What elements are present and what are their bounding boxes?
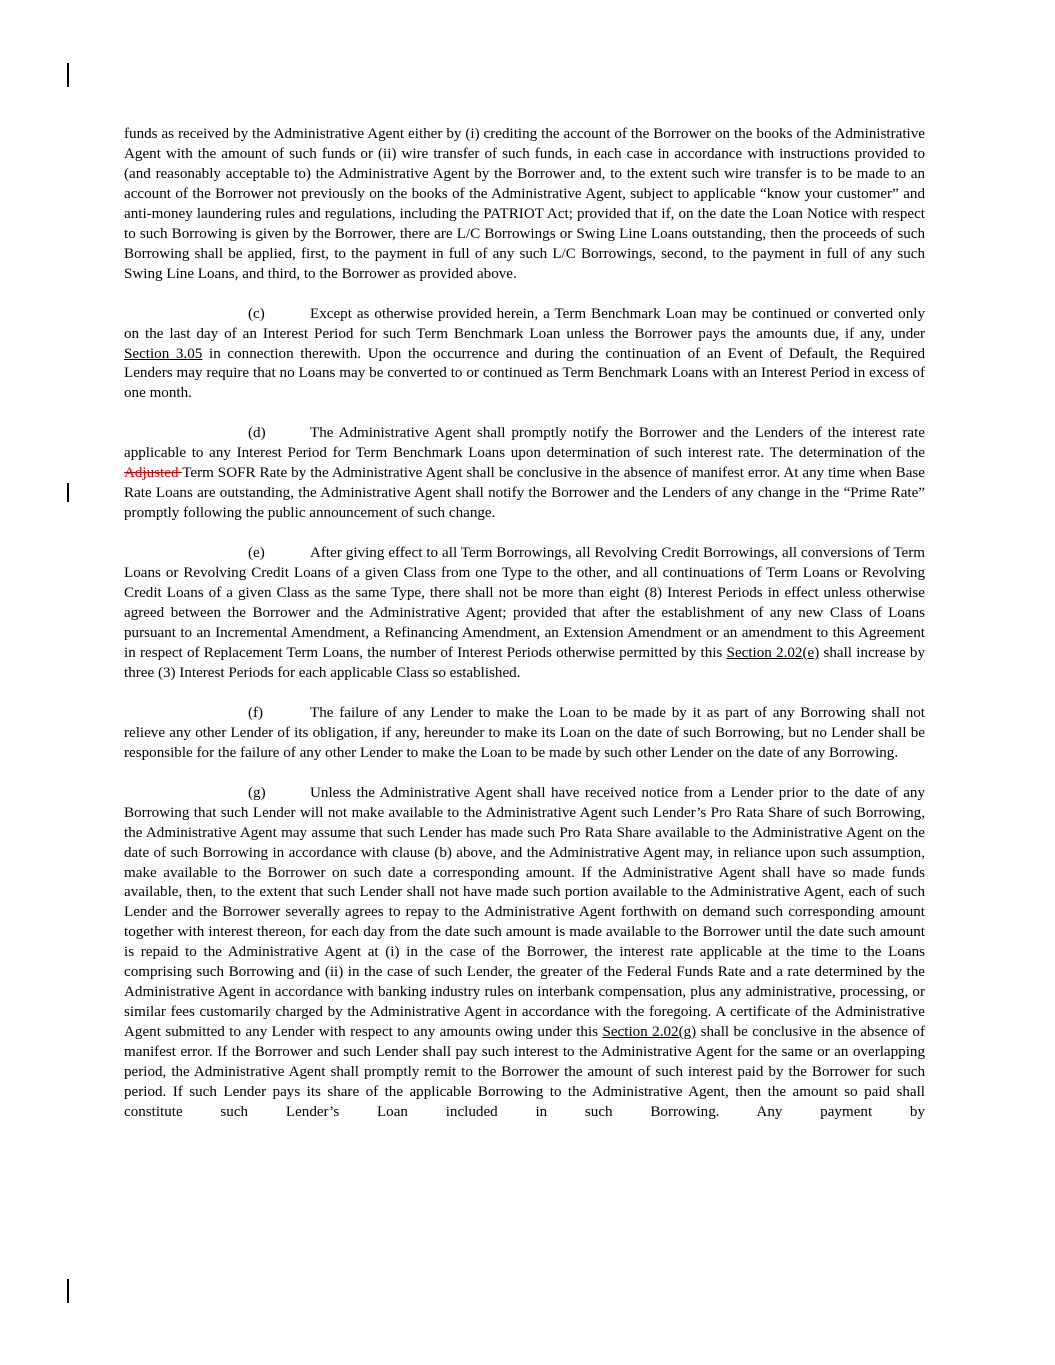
section-2-02-e-reference: Section 2.02(e) bbox=[726, 644, 820, 661]
paragraph-e-text-1: After giving effect to all Term Borrowings, all Revolving Credit Borrowings, all conversions of Term Loans or Revolving Credit Loans of a given Class from one Type to the other, and all continuations of Term Loans or Revolving Credit Loans of a given Class as the same Type, there shall not be more than eight (8) Interest Periods in effect unless otherwise agreed between the Borrower and the Administrative Agent; provided that after the establishment of any new Class of Loans pursuant to an Incremental Amendment, a Refinancing Amendment, an Extension Amendment or an amendment to this Agreement in respect of Replacement Term Loans, the number of Interest Periods otherwise permitted by this bbox=[124, 545, 925, 661]
paragraph-e-label: (e) bbox=[248, 545, 265, 562]
paragraph-c bbox=[124, 305, 925, 405]
paragraph-c-text-2: in connection therewith. Upon the occurrence and during the continuation of an Event of Default, the Required Lenders may require that no Loans may be converted to or continued as Term Benchmark Loans with an Interest Period in excess of one month. bbox=[124, 345, 925, 402]
section-2-02-g-reference: Section 2.02(g) bbox=[602, 1024, 697, 1041]
change-bar-top bbox=[67, 63, 69, 87]
paragraph-g-text-2: shall be conclusive in the absence of manifest error. If the Borrower and such Lender shall pay such interest to the Administrative Agent for the same or an overlapping period, the Administrative Agent shall promptly remit to the Borrower the amount of such interest paid by the Borrower for such period. If such Lender pays its share of the applicable Borrowing to the Administrative Agent, then the amount so paid shall constitute such Lender’s Loan included in such Borrowing. Any payment by bbox=[124, 1024, 925, 1120]
paragraph-intro-text: funds as received by the Administrative Agent either by (i) crediting the account of the Borrower on the books of the Administrative Agent with the amount of such funds or (ii) wire transfer of such funds, in each case in accordance with instructions provided to (and reasonably acceptable to) the Administrative Agent by the Borrower and, to the extent such wire transfer is to be made to an account of the Borrower not previously on the books of the Administrative Agent, subject to applicable “know your customer” and anti-money laundering rules and regulations, including the PATRIOT Act; provided that if, on the date the Loan Notice with respect to such Borrowing is given by the Borrower, there are L/C Borrowings or Swing Line Loans outstanding, then the proceeds of such Borrowing shall be applied, first, to the payment in full of any such L/C Borrowings, second, to the payment in full of any such Swing Line Loans, and third, to the Borrower as provided above. bbox=[124, 126, 925, 282]
change-bar-middle bbox=[67, 483, 69, 502]
paragraph-g-label: (g) bbox=[248, 784, 266, 801]
section-3-05-reference: Section 3.05 bbox=[124, 345, 203, 362]
paragraph-intro bbox=[124, 125, 925, 285]
paragraph-d-label: (d) bbox=[248, 425, 266, 442]
change-bar-bottom bbox=[67, 1279, 69, 1303]
paragraph-c-label: (c) bbox=[248, 305, 265, 322]
paragraph-f-text: The failure of any Lender to make the Loan to be made by it as part of any Borrowing shall not relieve any other Lender of its obligation, if any, hereunder to make its Loan on the date of such Borrowing, but no Lender shall be responsible for the failure of any other Lender to make the Loan to be made by such other Lender on the date of any Borrowing. bbox=[124, 704, 925, 761]
paragraph-c-text-1: Except as otherwise provided herein, a Term Benchmark Loan may be continued or converted only on the last day of an Interest Period for such Term Benchmark Loan unless the Borrower pays the amounts due, if any, under bbox=[124, 305, 925, 342]
paragraph-d-text-2: Term SOFR Rate by the Administrative Agent shall be conclusive in the absence of manifest error. At any time when Base Rate Loans are outstanding, the Administrative Agent shall notify the Borrower and the Lenders of any change in the “Prime Rate” promptly following the public announcement of such change. bbox=[124, 465, 925, 522]
paragraph-e bbox=[124, 544, 925, 684]
paragraph-d-text-1: The Administrative Agent shall promptly notify the Borrower and the Lenders of the interest rate applicable to any Interest Period for Term Benchmark Loans upon determination of such interest rate. The determination of the bbox=[124, 425, 925, 462]
paragraph-g-text-1: Unless the Administrative Agent shall have received notice from a Lender prior to the date of any Borrowing that such Lender will not make available to the Administrative Agent such Lender’s Pro Rata Share of such Borrowing, the Administrative Agent may assume that such Lender has made such Pro Rata Share available to the Administrative Agent on the date of such Borrowing in accordance with clause (b) above, and the Administrative Agent may, in reliance upon such assumption, make available to the Borrower on such date a corresponding amount. If the Administrative Agent shall have so made funds available, then, to the extent that such Lender shall not have made such portion available to the Administrative Agent, each of such Lender and the Borrower severally agrees to repay to the Administrative Agent forthwith on demand such corresponding amount together with interest thereon, for each day from the date such amount is made available to the Borrower until the date such amount is repaid to the Administrative Agent at (i) in the case of the Borrower, the interest rate applicable at the time to the Loans comprising such Borrowing and (ii) in the case of such Lender, the greater of the Federal Funds Rate and a rate determined by the Administrative Agent in accordance with banking industry rules on interbank compensation, plus any administrative, processing, or similar fees customarily charged by the Administrative Agent in accordance with the foregoing. A certificate of the Administrative Agent submitted to any Lender with respect to any amounts owing under this bbox=[124, 784, 925, 1041]
document-body bbox=[124, 125, 925, 1123]
paragraph-g bbox=[124, 784, 925, 1123]
paragraph-f bbox=[124, 704, 925, 764]
deleted-text-adjusted: Adjusted bbox=[124, 465, 183, 482]
paragraph-e-text-2: shall increase by three (3) Interest Periods for each applicable Class so established. bbox=[124, 644, 925, 681]
paragraph-f-label: (f) bbox=[248, 704, 264, 721]
paragraph-d bbox=[124, 424, 925, 524]
